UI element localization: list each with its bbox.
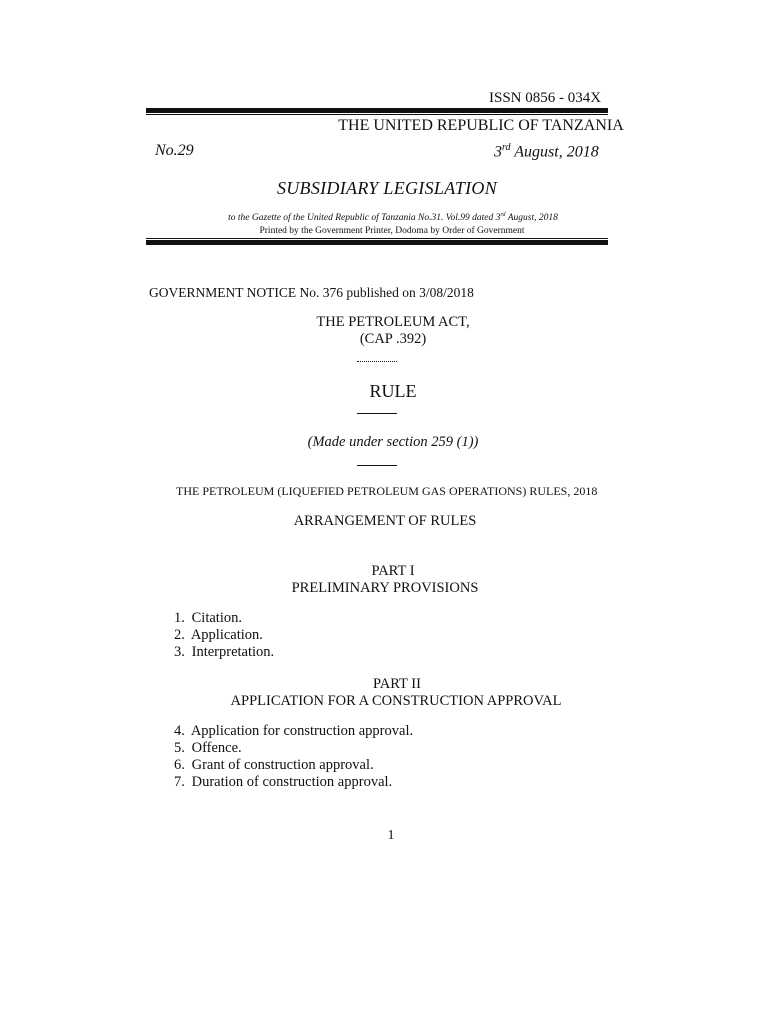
government-notice: GOVERNMENT NOTICE No. 376 published on 3/08/2018 — [149, 285, 474, 300]
gazette-ref-text: to the Gazette of the United Republic of Tanzania No.31. Vol.99 dated 3 — [228, 213, 501, 224]
part-1-label: PART I — [371, 563, 415, 579]
part-2-title: APPLICATION FOR A CONSTRUCTION APPROVAL — [230, 693, 562, 709]
part-1-rule-list — [174, 610, 274, 661]
header-top-rule — [146, 108, 608, 113]
header-bottom-rule — [146, 240, 608, 245]
part-2-label: PART II — [373, 676, 421, 692]
date-day: 3 — [494, 143, 502, 161]
list-item — [174, 644, 274, 661]
dotted-separator — [357, 361, 397, 362]
made-under-section: (Made under section 259 (1)) — [307, 434, 479, 450]
list-item — [174, 610, 274, 627]
gazette-number: No.29 — [155, 142, 194, 159]
item-number: 7. — [174, 774, 185, 790]
act-chapter: (CAP .392) — [359, 331, 427, 347]
item-text: Interpretation. — [191, 644, 275, 660]
gazette-reference — [8, 212, 770, 223]
gazette-ref-date: August, 2018 — [505, 213, 558, 224]
gazette-date — [494, 142, 599, 161]
rules-long-title: THE PETROLEUM (LIQUEFIED PETROLEUM GAS OPERATIONS) RULES, 2018 — [176, 484, 598, 498]
list-item — [174, 757, 413, 774]
item-text: Offence. — [191, 740, 242, 756]
separator-2 — [357, 465, 397, 466]
item-text: Application. — [190, 627, 263, 643]
act-title: THE PETROLEUM ACT, — [316, 314, 470, 330]
separator-1 — [357, 413, 397, 414]
arrangement-heading: ARRANGEMENT OF RULES — [293, 513, 477, 529]
item-text: Grant of construction approval. — [191, 757, 374, 773]
item-text: Duration of construction approval. — [191, 774, 393, 790]
item-text: Application for construction approval. — [190, 723, 414, 739]
list-item — [174, 627, 274, 644]
rule-heading: RULE — [369, 381, 417, 401]
list-item — [174, 774, 413, 791]
header-top-thin-rule — [146, 114, 608, 115]
list-item — [174, 740, 413, 757]
part-2-rule-list — [174, 723, 413, 791]
list-item — [174, 723, 413, 740]
date-suffix: rd — [502, 142, 511, 153]
item-number: 4. — [174, 723, 185, 739]
item-number: 5. — [174, 740, 185, 756]
issn-number: ISSN 0856 - 034X — [489, 90, 602, 106]
date-rest: August, 2018 — [510, 143, 599, 161]
printer-line: Printed by the Government Printer, Dodoma by Order of Government — [259, 226, 525, 236]
part-1-title: PRELIMINARY PROVISIONS — [291, 580, 479, 596]
republic-heading: THE UNITED REPUBLIC OF TANZANIA — [338, 117, 624, 134]
item-number: 2. — [174, 627, 185, 643]
item-number: 3. — [174, 644, 185, 660]
page-number: 1 — [387, 828, 395, 843]
item-text: Citation. — [191, 610, 242, 626]
header-bottom-thin-rule — [146, 238, 608, 239]
gazette-ref-sup: rd — [500, 212, 506, 218]
subsidiary-legislation-title: SUBSIDIARY LEGISLATION — [276, 178, 498, 198]
item-number: 1. — [174, 610, 185, 626]
item-number: 6. — [174, 757, 185, 773]
